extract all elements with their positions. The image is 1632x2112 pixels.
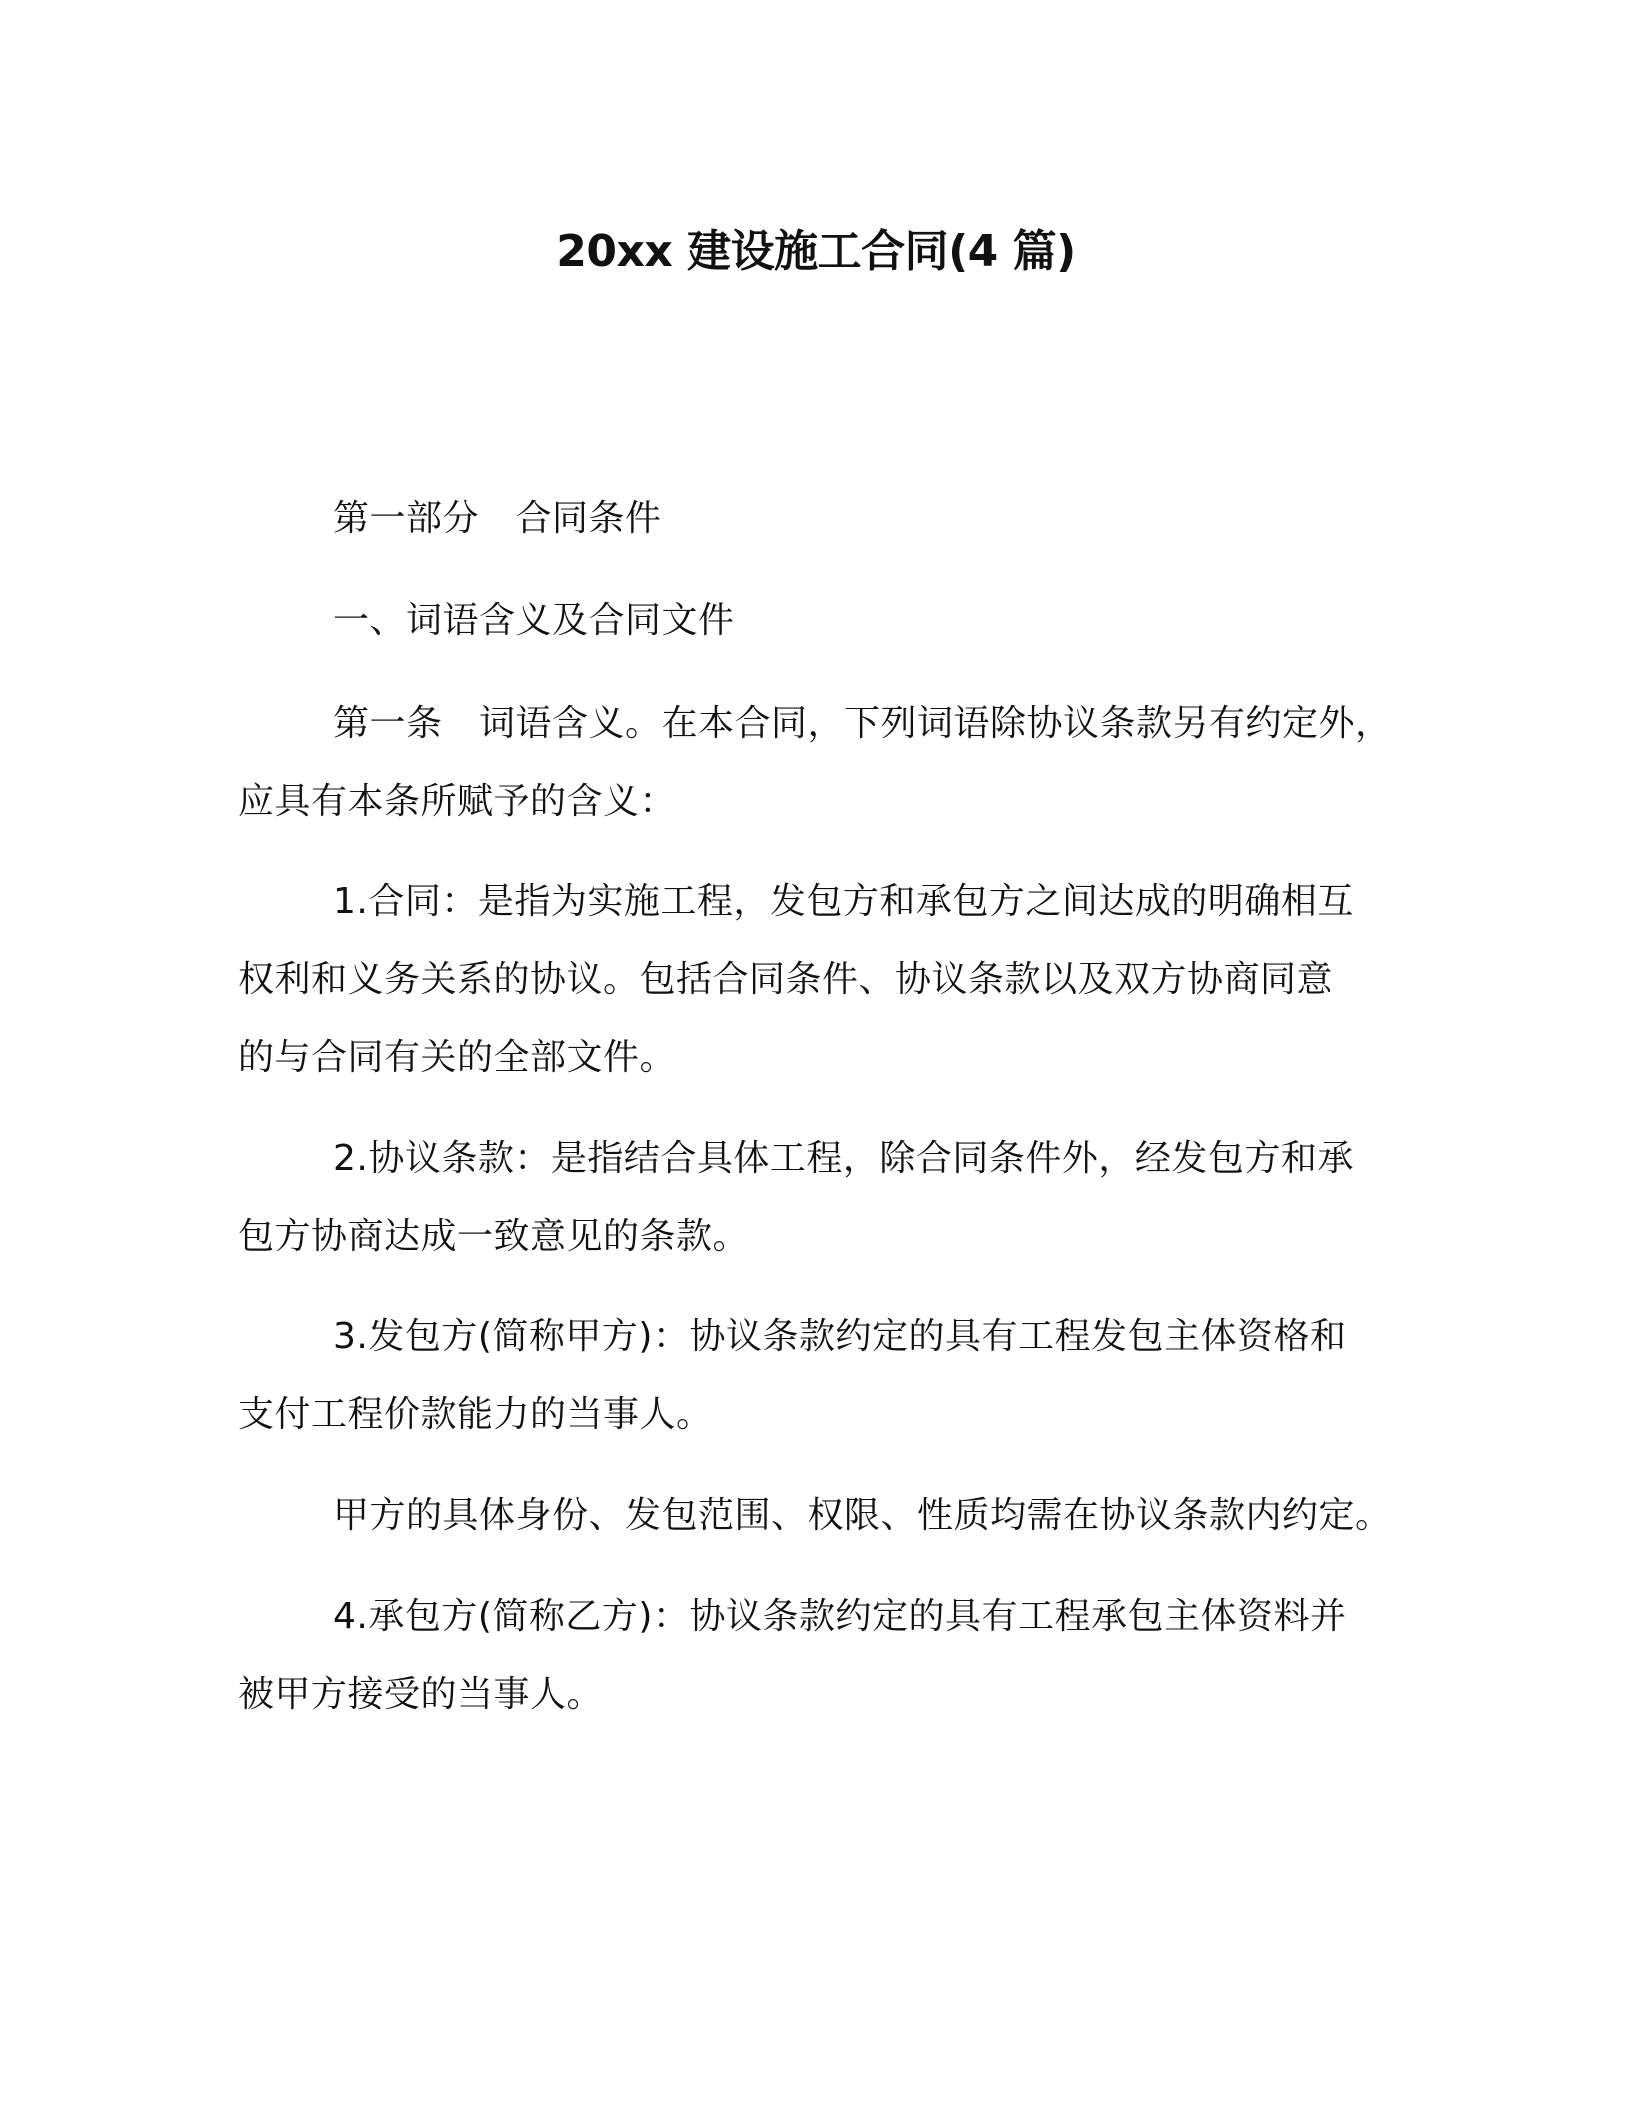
paragraph-line: 支付工程价款能力的当事人。 bbox=[238, 1394, 713, 1435]
paragraph-line: 包方协商达成一致意见的条款。 bbox=[238, 1216, 750, 1257]
paragraph-line: 3.发包方(简称甲方)：协议条款约定的具有工程发包主体资格和 bbox=[333, 1316, 1347, 1357]
subsection-heading: 一、词语含义及合同文件 bbox=[333, 600, 735, 641]
paragraph-line: 2.协议条款：是指结合具体工程，除合同条件外，经发包方和承 bbox=[333, 1138, 1354, 1179]
paragraph-line: 第一条 词语含义。在本合同，下列词语除协议条款另有约定外， bbox=[333, 703, 1392, 744]
paragraph-line: 权利和义务关系的协议。包括合同条件、协议条款以及双方协商同意 bbox=[238, 959, 1334, 1000]
paragraph-line: 4.承包方(简称乙方)：协议条款约定的具有工程承包主体资料并 bbox=[333, 1596, 1347, 1637]
paragraph-line: 1.合同：是指为实施工程，发包方和承包方之间达成的明确相互 bbox=[333, 881, 1354, 922]
document-title: 20xx 建设施工合同(4 篇) bbox=[556, 226, 1076, 277]
paragraph-line: 甲方的具体身份、发包范围、权限、性质均需在协议条款内约定。 bbox=[333, 1495, 1392, 1536]
paragraph-line: 的与合同有关的全部文件。 bbox=[238, 1037, 677, 1078]
paragraph-line: 应具有本条所赋予的含义： bbox=[238, 781, 677, 822]
paragraph-line: 被甲方接受的当事人。 bbox=[238, 1674, 604, 1715]
section-heading: 第一部分 合同条件 bbox=[333, 498, 662, 539]
